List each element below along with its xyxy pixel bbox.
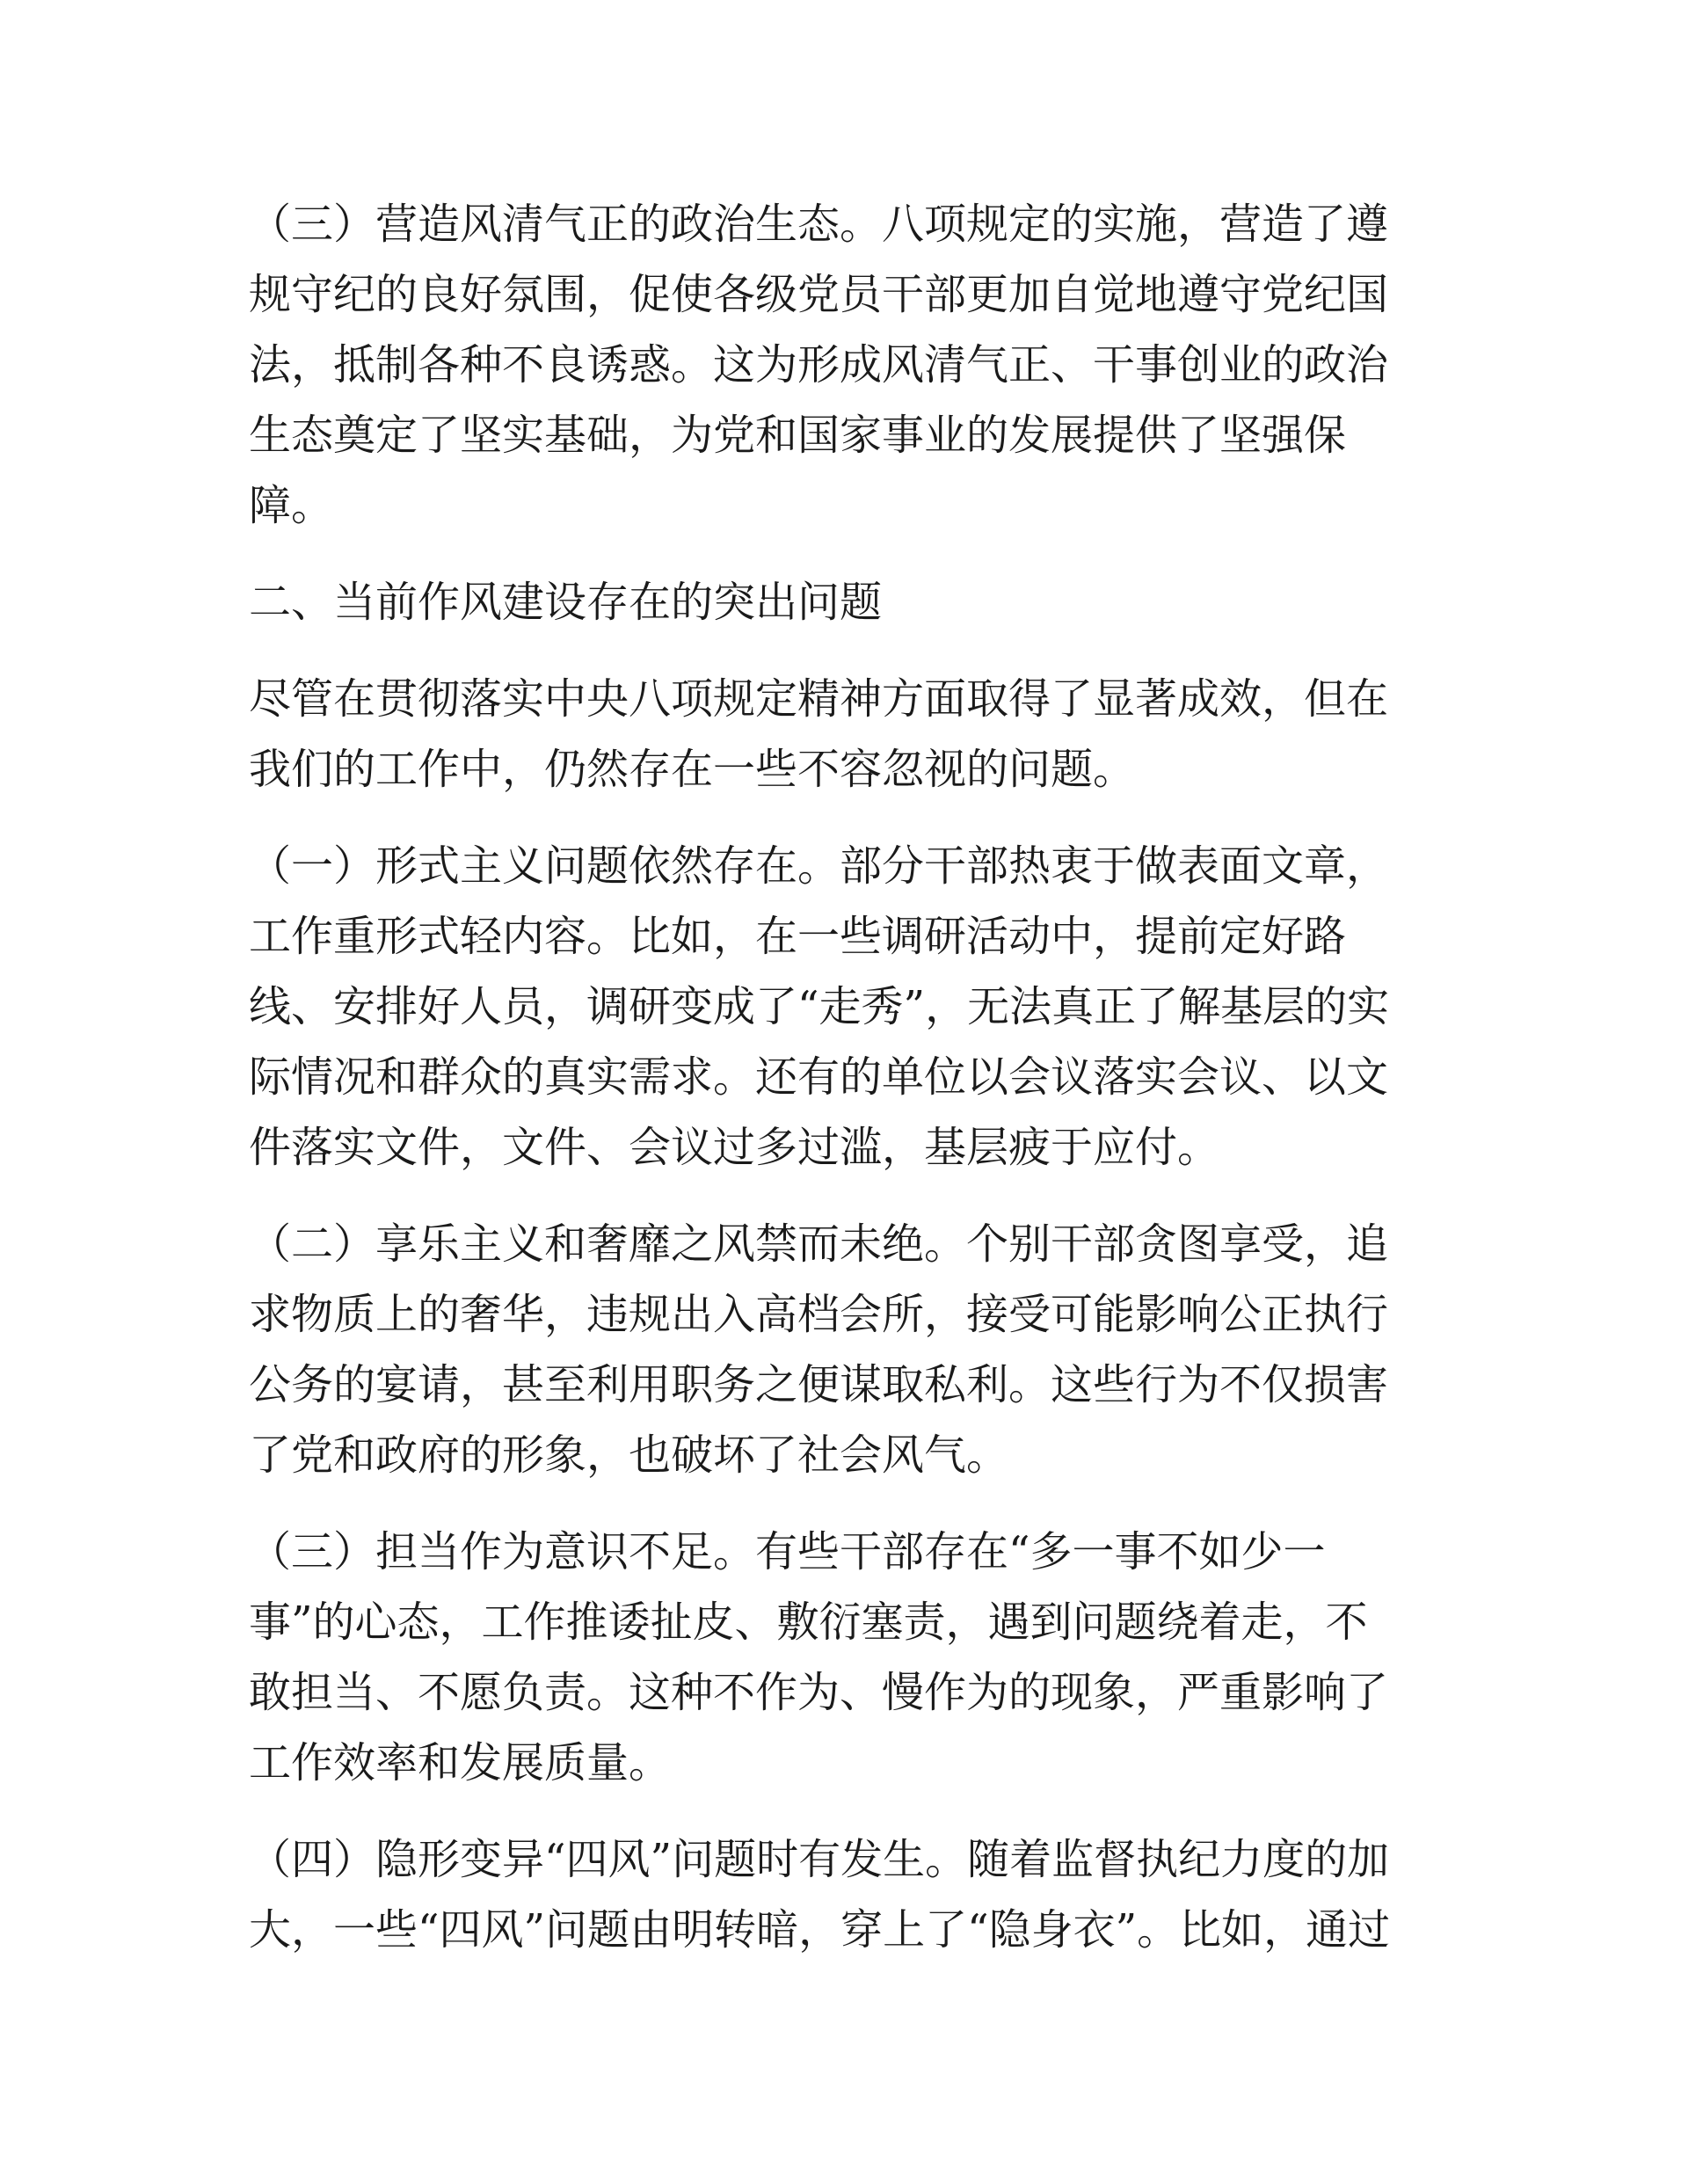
text-line: 工作效率和发展质量。 [249, 1738, 672, 1787]
paragraph-political-ecology [249, 189, 1444, 541]
text-line: 际情况和群众的真实需求。还有的单位以会议落实会议、以文 [249, 1052, 1389, 1102]
text-line: 事”的心态，工作推诿扯皮、敷衍塞责，遇到问题绕着走，不 [249, 1598, 1368, 1647]
paragraph-intro [249, 664, 1444, 804]
text-line: 公务的宴请，甚至利用职务之便谋取私利。这些行为不仅损害 [249, 1360, 1389, 1409]
paragraph-hidden-four-winds [249, 1824, 1444, 1965]
text-line: （二）享乐主义和奢靡之风禁而未绝。个别干部贪图享受，追 [249, 1219, 1389, 1269]
paragraph-formalism [249, 831, 1444, 1183]
heading-text: 二、当前作风建设存在的突出问题 [249, 578, 883, 627]
paragraph-responsibility [249, 1517, 1444, 1798]
text-line: 规守纪的良好氛围，促使各级党员干部更加自觉地遵守党纪国 [249, 270, 1389, 319]
text-line: 工作重形式轻内容。比如，在一些调研活动中，提前定好路 [249, 912, 1347, 961]
text-line: 了党和政府的形象，也破坏了社会风气。 [249, 1431, 1009, 1480]
text-line: 线、安排好人员，调研变成了“走秀”，无法真正了解基层的实 [249, 982, 1390, 1031]
paragraph-hedonism [249, 1209, 1444, 1490]
text-line: 障。 [249, 481, 334, 530]
text-line: （一）形式主义问题依然存在。部分干部热衷于做表面文章， [249, 841, 1389, 891]
text-line: 法，抵制各种不良诱惑。这为形成风清气正、干事创业的政治 [249, 340, 1389, 389]
section-heading [249, 567, 1444, 637]
document-body [249, 189, 1444, 1991]
text-line: 我们的工作中，仍然存在一些不容忽视的问题。 [249, 745, 1136, 794]
text-line: 求物质上的奢华，违规出入高档会所，接受可能影响公正执行 [249, 1290, 1389, 1339]
text-line: （三）营造风清气正的政治生态。八项规定的实施，营造了遵 [249, 200, 1389, 249]
text-line: 大，一些“四风”问题由明转暗，穿上了“隐身衣”。比如，通过 [249, 1905, 1391, 1955]
text-line: 尽管在贯彻落实中央八项规定精神方面取得了显著成效，但在 [249, 674, 1389, 724]
text-line: 敢担当、不愿负责。这种不作为、慢作为的现象，严重影响了 [249, 1668, 1389, 1717]
text-line: （四）隐形变异“四风”问题时有发生。随着监督执纪力度的加 [249, 1835, 1390, 1884]
text-line: （三）担当作为意识不足。有些干部存在“多一事不如少一 [249, 1527, 1326, 1576]
text-line: 生态奠定了坚实基础，为党和国家事业的发展提供了坚强保 [249, 411, 1347, 460]
text-line: 件落实文件，文件、会议过多过滥，基层疲于应付。 [249, 1123, 1220, 1172]
